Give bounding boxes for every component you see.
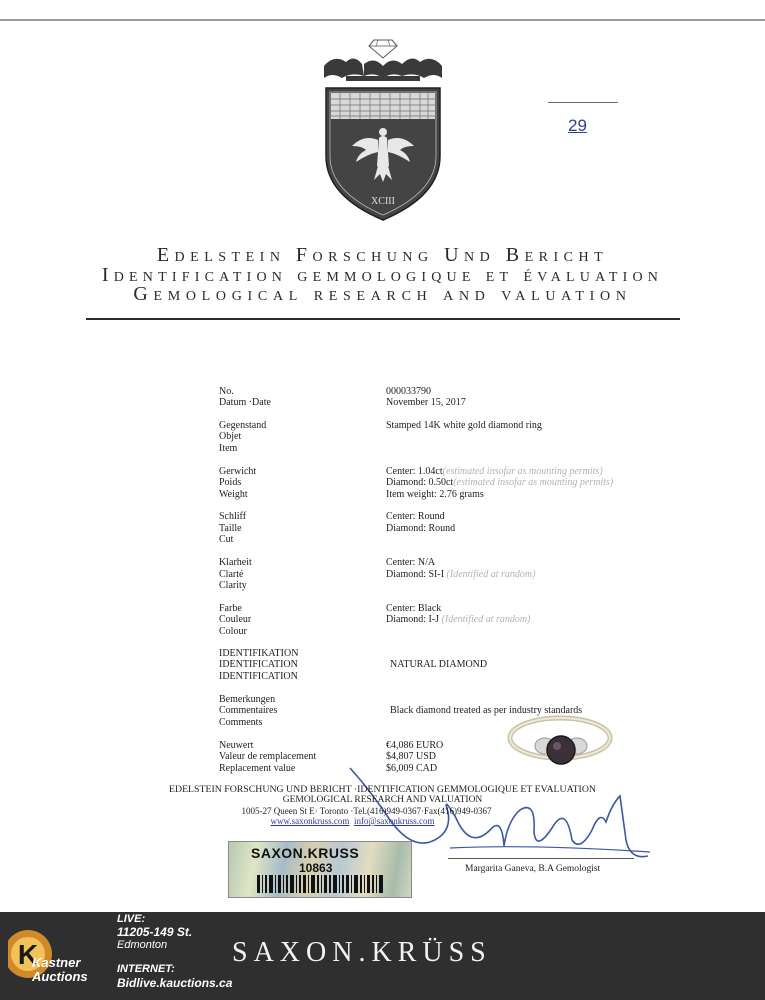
comments-label-fr: Commentaires [219, 705, 278, 716]
date-value: November 15, 2017 [386, 397, 466, 408]
logo-line2: Auctions [32, 969, 88, 984]
weight-center-value: Center: 1.04ct(estimated insofar as mounting permits) [386, 466, 603, 477]
cut-diamond-value: Diamond: Round [386, 523, 456, 534]
no-label: No. [219, 386, 234, 397]
clarity-label-fr: Clarté [219, 569, 244, 580]
heading-german: Edelstein Forschung Und Bericht [156, 244, 609, 266]
colour-center-value: Center: Black [386, 603, 442, 614]
signature-name: Margarita Ganeva, B.A Gemologist [465, 864, 601, 874]
cut-label-fr: Taille [219, 523, 242, 534]
hologram-brand: SAXON.KRUSS [251, 845, 360, 861]
weight-label-fr: Poids [219, 477, 242, 488]
item-label-en: Item [219, 443, 238, 454]
barcode-icon [257, 875, 383, 893]
crest-emblem [316, 36, 450, 224]
colour-diamond-value: Diamond: I-J (Identified at random) [386, 614, 531, 625]
heading-rule [86, 318, 680, 320]
heading-english: Gemological research and valuation [133, 283, 632, 305]
replacement-label-en: Replacement value [219, 763, 296, 774]
colour-label-fr: Couleur [219, 614, 252, 625]
weight-diamond-note: (estimated insofar as mounting permits) [453, 477, 614, 488]
weight-diamond-value: Diamond: 0.50ct(estimated insofar as mounting permits) [386, 477, 614, 488]
clarity-diamond-note: (Identified at random) [444, 569, 536, 580]
identification-label-en: IDENTIFICATION [219, 671, 298, 682]
comments-label-en: Comments [219, 717, 263, 728]
live-city: Edmonton [117, 939, 168, 951]
item-value: Stamped 14K white gold diamond ring [386, 420, 542, 431]
hologram-sticker [228, 841, 412, 898]
cut-label-de: Schliff [219, 511, 247, 522]
email-link[interactable]: info@saxonkruss.com [353, 816, 435, 826]
internet-label: INTERNET: [117, 963, 175, 975]
clarity-diamond-value: Diamond: SI-I (Identified at random) [386, 569, 536, 580]
weight-item-value: Item weight: 2.76 grams [386, 489, 484, 500]
item-label-de: Gegenstand [219, 420, 267, 431]
weight-center-note: (estimated insofar as mounting permits) [442, 466, 603, 477]
banner-brand: SAXON.KRÜSS [232, 937, 492, 968]
item-label-fr: Objet [219, 431, 242, 442]
hologram-serial: 10863 [299, 861, 333, 875]
weight-label-en: Weight [219, 489, 248, 500]
colour-diamond-note: (Identified at random) [439, 614, 531, 625]
footer-line2: GEMOLOGICAL RESEARCH AND VALUATION [282, 795, 483, 805]
signature-line [448, 858, 634, 859]
replacement-euro: €4,086 EURO [386, 740, 444, 751]
crest-numeral: XCIII [371, 196, 395, 207]
cut-center-value: Center: Round [386, 511, 445, 522]
heading-french: Identification gemmologique et évaluation [101, 264, 664, 286]
identification-value: NATURAL DIAMOND [390, 659, 488, 670]
colour-label-de: Farbe [219, 603, 242, 614]
diamond-icon [369, 40, 397, 58]
replacement-label-fr: Valeur de remplacement [219, 751, 317, 762]
clarity-label-en: Clarity [219, 580, 247, 591]
footer-address: 1005-27 Queen St E· Toronto ·Tel.(416)949-0367·Fax(416)949-0367 [241, 806, 492, 816]
svg-text:K: K [17, 939, 39, 970]
logo-line1: Kastner [32, 955, 81, 970]
live-label: LIVE: [117, 913, 146, 925]
date-label: Datum ·Date [219, 397, 271, 408]
clarity-center-value: Center: N/A [386, 557, 436, 568]
no-value: 000033790 [386, 386, 431, 397]
replacement-usd: $4,807 USD [386, 751, 437, 762]
website-link[interactable]: www.saxonkruss.com [270, 816, 350, 826]
cut-label-en: Cut [219, 534, 234, 545]
replacement-label-de: Neuwert [219, 740, 254, 751]
footer-line1: EDELSTEIN FORSCHUNG UND BERICHT ·IDENTIFICATION GEMMOLOGIQUE ET EVALUATION [169, 784, 596, 795]
wreath-icon [324, 58, 442, 81]
page-number-rule [548, 102, 618, 103]
page-number: 29 [568, 116, 587, 135]
internet-url[interactable]: Bidlive.kauctions.ca [117, 976, 233, 990]
comments-value: Black diamond treated as per industry standards [390, 705, 583, 716]
live-address: 11205-149 St. [117, 925, 193, 939]
comments-label-de: Bemerkungen [219, 694, 276, 705]
clarity-label-de: Klarheit [219, 557, 252, 568]
identification-label-fr: IDENTIFICATION [219, 659, 298, 670]
top-border-rule [0, 19, 765, 21]
identification-label-de: IDENTIFIKATION [219, 648, 299, 659]
replacement-cad: $6,009 CAD [386, 763, 438, 774]
footer-contact [0, 816, 735, 827]
weight-label-de: Gerwicht [219, 466, 257, 477]
colour-label-en: Colour [219, 626, 247, 637]
